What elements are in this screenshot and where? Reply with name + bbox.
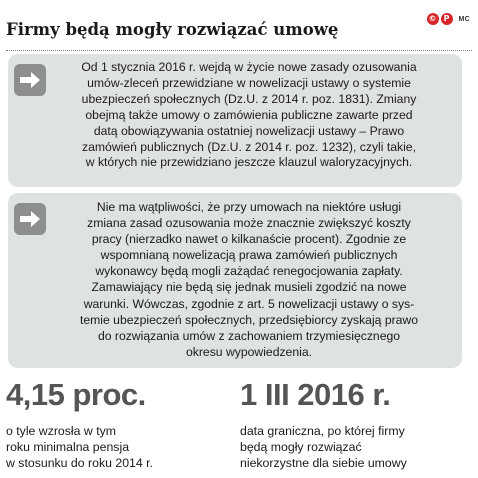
text-line: obejmą także umowy o zamówienia publiczne zawarte przed — [85, 107, 413, 122]
copyright-logo: © — [428, 14, 437, 23]
text-line: umów-zleceń przewidziane w nowelizacji ustawy o systemie — [87, 75, 411, 90]
stat-desc-line: roku minimalna pensja — [6, 440, 130, 454]
text-line: wykonawcy będą mogli zażądać renegocjowania zapłaty. — [95, 264, 403, 279]
p-logo: P — [441, 13, 453, 25]
stat-desc-line: o tyle wzrosła w tym — [6, 424, 117, 438]
stat-minimum-wage — [6, 378, 153, 471]
text-line: Zamawiający nie będą się jednak musieli zgodzić na nowe — [91, 280, 407, 295]
info-panel-2-text — [50, 199, 448, 360]
article-title: Firmy będą mogły rozwiązać umowę — [6, 20, 339, 39]
publisher-logos — [427, 12, 471, 26]
text-line: do rozwiązania umów z zachowaniem trzymiesięcznego — [97, 328, 401, 343]
text-line: w których nie przewidziano jeszcze klauzul waloryzacyjnych. — [85, 155, 413, 170]
info-panel-1 — [8, 54, 462, 187]
stat-desc-line: data graniczna, po której firmy — [240, 424, 405, 438]
title-divider — [6, 50, 472, 51]
info-panel-2 — [8, 193, 462, 368]
text-line: pracy (nierzadko nawet o kilkanaście procent). Zgodnie ze — [91, 232, 407, 247]
text-line: okresu wypowiedzenia. — [185, 344, 312, 359]
stat-cutoff-date — [240, 378, 407, 471]
stat-desc-line: w stosunku do roku 2014 r. — [6, 456, 153, 470]
stat-desc-line: niekorzystne dla siebie umowy — [240, 456, 407, 470]
stat-description — [240, 423, 407, 471]
text-line: wspomnianą nowelizacją prawa zamówień publicznych — [100, 248, 398, 263]
text-line: warunki. Wówczas, zgodnie z art. 5 nowelizacji ustawy o sys- — [83, 296, 415, 311]
stat-desc-line: będą mogły rozwiązać — [240, 440, 362, 454]
text-line: zmiana zasad ozusowania może znacznie zwiększyć koszty — [87, 216, 411, 231]
stat-description — [6, 423, 153, 471]
arrow-right-icon — [14, 203, 46, 235]
author-initials: MC — [458, 15, 470, 23]
text-line: Od 1 stycznia 2016 r. wejdą w życie nowe zasady ozusowania — [81, 60, 417, 74]
arrow-right-icon — [14, 64, 46, 96]
text-line: temie ubezpieczeń społecznych, przedsiębiorcy zyskają prawo — [79, 312, 419, 327]
stat-value: 1 III 2016 r. — [240, 377, 391, 412]
text-line: Nie ma wątpliwości, że przy umowach na niektóre usługi — [96, 200, 402, 214]
info-panel-1-text — [50, 60, 448, 171]
header — [6, 12, 472, 42]
text-line: ubezpieczeń społecznych (Dz.U. z 2014 r. poz. 1831). Zmiany — [81, 91, 417, 106]
stat-value: 4,15 proc. — [6, 377, 146, 412]
text-line: datą obowiązywania ostatniej nowelizacji ustawy – Prawo — [93, 123, 405, 138]
text-line: zamówień publicznych (Dz.U. z 2014 r. poz. 1232), czyli takie, — [82, 139, 416, 154]
